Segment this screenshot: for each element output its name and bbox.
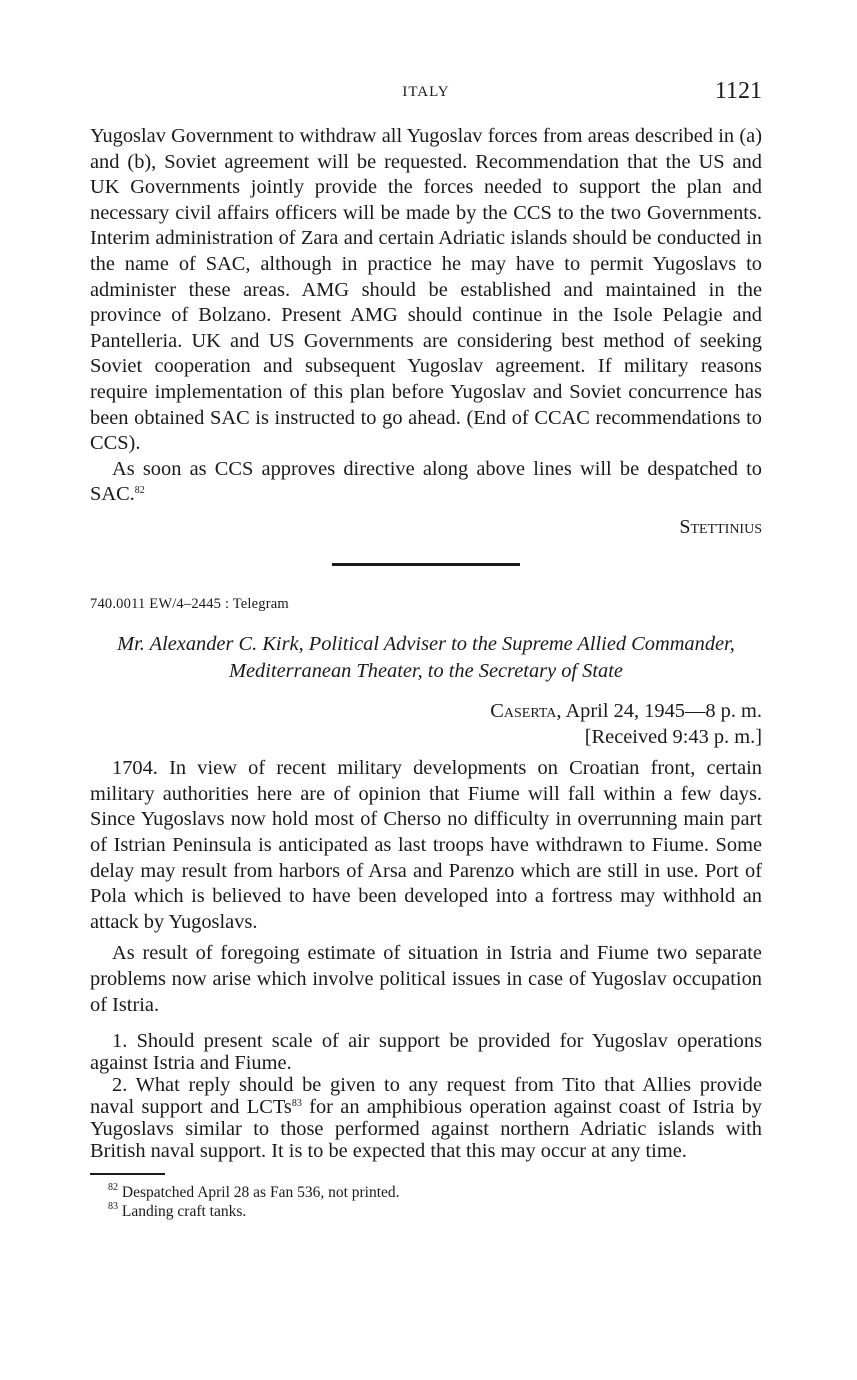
list-item: 1. Should present scale of air support be provided for Yugoslav operations against Istria and Fiume. <box>90 1030 762 1075</box>
date-place <box>90 699 762 725</box>
page-body <box>90 124 762 1221</box>
signature: Stettinius <box>679 515 762 538</box>
telegram-paragraph-2: As result of foregoing estimate of situation in Istria and Fiume two separate problems now arise which involve political issues in case of Yugoslav occupation of Istria. <box>90 942 762 1016</box>
question-list <box>90 1030 762 1162</box>
item2-text-b: for an amphibious operation against coast of Istria by Yugoslavs similar to those performed against northern Adriatic islands with British naval support. It is to be expected that this may occur at any time. <box>90 1096 763 1163</box>
footnote-ref-83: 83 <box>291 1098 302 1110</box>
page-number: 1121 <box>714 78 762 104</box>
running-head: ITALY <box>402 84 450 100</box>
footnotes <box>90 1183 762 1221</box>
dateline <box>90 699 762 750</box>
item2-text-a: 2. What reply should be given to any request from Tito that Allies provide naval support and LCTs <box>90 1074 762 1119</box>
footnote <box>90 1183 762 1202</box>
footnote-text: Despatched April 28 as Fan 536, not printed. <box>121 1183 400 1201</box>
footnote-number: 83 <box>108 1200 118 1212</box>
footnote-rule <box>90 1173 165 1175</box>
footnote <box>90 1202 762 1221</box>
document-title: Mr. Alexander C. Kirk, Political Adviser to the Supreme Allied Commander, Mediterranean Theater, to the Secretary of State <box>117 633 735 683</box>
page-header <box>90 78 762 110</box>
place: Caserta, <box>490 700 562 723</box>
footnote-ref-82: 82 <box>134 485 145 497</box>
section-divider <box>332 563 520 566</box>
footnote-number: 82 <box>108 1181 118 1193</box>
received-time: [Received 9:43 p. m.] <box>584 725 762 748</box>
continuation-paragraph: Yugoslav Government to withdraw all Yugoslav forces from areas described in (a) and (b), Soviet agreement will be requested. Recommendation that the US and UK Governments jointly provide the forces needed to support the plan and necessary civil affairs officers will be made by the CCS to the two Governments. Interim administration of Zara and certain Adriatic islands should be conducted in the name of SAC, although in practice he may have to permit Yugoslavs to administer these areas. AMG should be established and maintained in the province of Bolzano. Present AMG should continue in the Isole Pelagie and Pantelleria. UK and US Governments are considering best method of seeking Soviet cooperation and subsequent Yugoslav agreement. If military reasons require implementation of this plan before Yugoslav and Soviet concurrence has been obtained SAC is instructed to go ahead. (End of CCAC recommendations to CCS). <box>90 125 762 455</box>
footnote-text: Landing craft tanks. <box>121 1202 247 1220</box>
despatch-paragraph <box>90 457 762 508</box>
despatch-text: As soon as CCS approves directive along above lines will be despatched to SAC. <box>90 457 762 506</box>
file-reference: 740.0011 EW/4–2445 : Telegram <box>90 595 289 612</box>
date: April 24, 1945—8 p. m. <box>565 700 762 723</box>
list-item <box>90 1074 762 1162</box>
telegram-paragraph-1: 1704. In view of recent military developments on Croatian front, certain military authorities here are of opinion that Fiume will fall within a few days. Since Yugoslavs now hold most of Cherso no difficulty in overrunning main part of Istrian Peninsula is anticipated as last troops have withdrawn to Fiume. Some delay may result from harbors of Arsa and Parenzo which are still in use. Port of Pola which is believed to have been developed into a fortress may withhold an attack by Yugoslavs. <box>90 757 762 933</box>
